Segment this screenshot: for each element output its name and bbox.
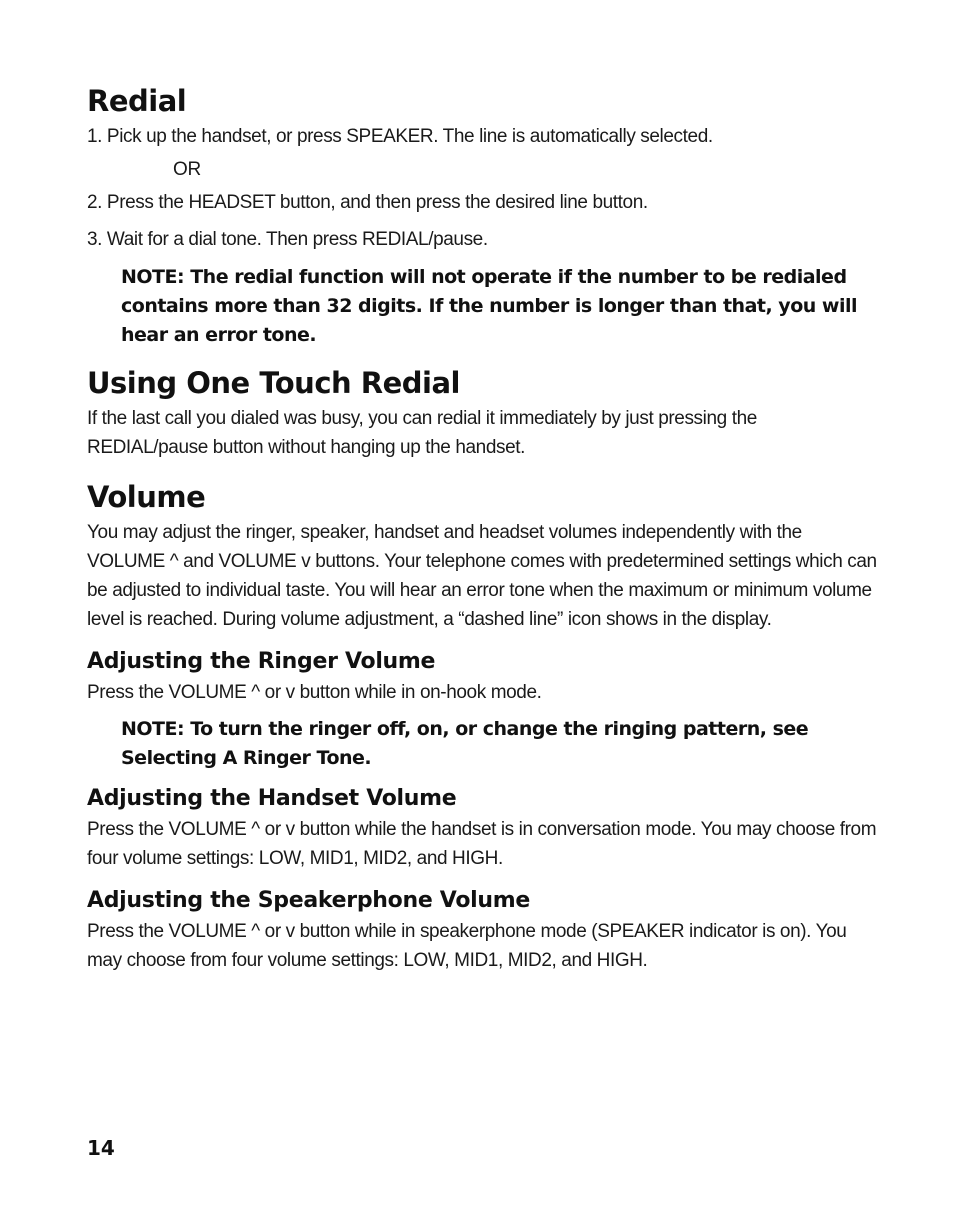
ringer-volume-section <box>87 646 877 773</box>
redial-step-3: 3. Wait for a dial tone. Then press REDIAL/pause. <box>87 229 488 250</box>
redial-or: OR <box>173 159 201 180</box>
page-number: 14 <box>87 1136 115 1160</box>
handset-volume-heading: Adjusting the Handset Volume <box>87 786 457 811</box>
handset-volume-section <box>87 783 877 873</box>
ringer-volume-heading: Adjusting the Ringer Volume <box>87 649 436 674</box>
one-touch-redial-section <box>87 362 877 462</box>
redial-note: NOTE: The redial function will not operate if the number to be redialed contains more than 32 digits. If the number is longer than that, you will hear an error tone. <box>121 266 857 346</box>
one-touch-redial-body: If the last call you dialed was busy, you can redial it immediately by just pressing the REDIAL/pause button without hanging up the handset. <box>87 408 757 458</box>
volume-section <box>87 476 877 634</box>
volume-heading: Volume <box>87 480 206 514</box>
redial-section <box>87 80 877 350</box>
speakerphone-volume-section <box>87 885 877 975</box>
manual-page <box>87 80 877 975</box>
volume-body: You may adjust the ringer, speaker, handset and headset volumes independently with the VOLUME ^ and VOLUME v buttons. Your telephone comes with predetermined settings which can be adjusted to individual taste. You will hear an error tone when the maximum or minimum volume level is reached. During volume adjustment, a “dashed line” icon shows in the display. <box>87 522 877 630</box>
speakerphone-volume-body: Press the VOLUME ^ or v button while in speakerphone mode (SPEAKER indicator is on). You may choose from four volume settings: LOW, MID1, MID2, and HIGH. <box>87 921 847 971</box>
redial-heading: Redial <box>87 84 187 118</box>
handset-volume-body: Press the VOLUME ^ or v button while the handset is in conversation mode. You may choose from four volume settings: LOW, MID1, MID2, and HIGH. <box>87 819 877 869</box>
ringer-volume-note: NOTE: To turn the ringer off, on, or change the ringing pattern, see Selecting A Ringer Tone. <box>121 718 809 769</box>
redial-step-1: 1. Pick up the handset, or press SPEAKER. The line is automatically selected. <box>87 126 713 147</box>
redial-step-2: 2. Press the HEADSET button, and then press the desired line button. <box>87 192 648 213</box>
ringer-volume-body: Press the VOLUME ^ or v button while in on-hook mode. <box>87 682 542 703</box>
speakerphone-volume-heading: Adjusting the Speakerphone Volume <box>87 888 530 913</box>
one-touch-redial-heading: Using One Touch Redial <box>87 366 460 400</box>
